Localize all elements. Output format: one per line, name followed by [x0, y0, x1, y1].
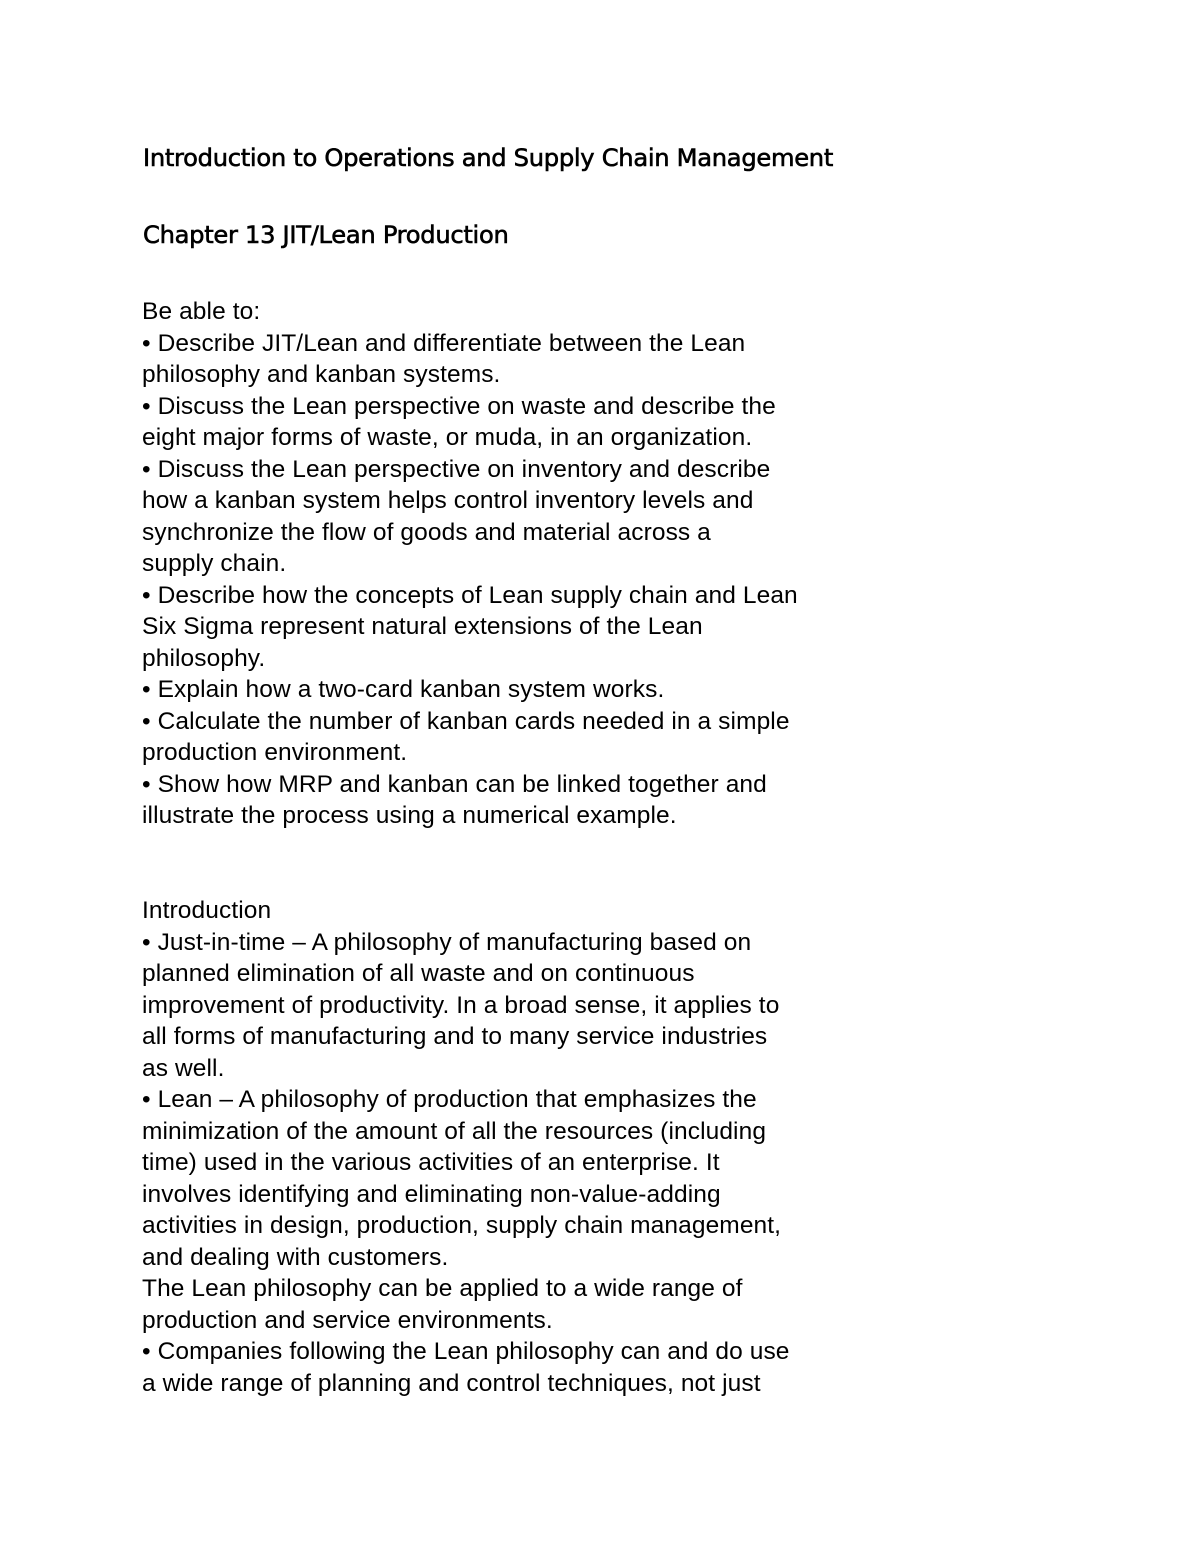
- introduction-line: improvement of productivity. In a broad sense, it applies to: [142, 991, 780, 1019]
- introduction-line: involves identifying and eliminating non-value-adding: [142, 1180, 721, 1208]
- introduction-line: and dealing with customers.: [142, 1243, 449, 1271]
- objectives-line: how a kanban system helps control inventory levels and: [142, 487, 754, 514]
- introduction-line: production and service environments.: [142, 1306, 553, 1334]
- introduction-line: as well.: [142, 1054, 225, 1082]
- introduction-line: • Companies following the Lean philosophy can and do use: [142, 1338, 790, 1365]
- objectives-heading: Be able to:: [142, 298, 261, 325]
- objectives-line: • Describe how the concepts of Lean supply chain and Lean: [142, 581, 798, 609]
- objectives-line: • Discuss the Lean perspective on inventory and describe: [142, 455, 771, 483]
- introduction-line: • Just-in-time – A philosophy of manufacturing based on: [142, 928, 752, 956]
- document-title: Introduction to Operations and Supply Chain Management: [143, 144, 834, 172]
- objectives-line: illustrate the process using a numerical example.: [142, 802, 677, 829]
- introduction-line: • Lean – A philosophy of production that emphasizes the: [142, 1086, 757, 1113]
- introduction-line: time) used in the various activities of an enterprise. It: [142, 1149, 720, 1176]
- introduction-line: The Lean philosophy can be applied to a wide range of: [142, 1275, 743, 1302]
- introduction-line: all forms of manufacturing and to many service industries: [142, 1023, 768, 1050]
- introduction-section: [142, 895, 1142, 1399]
- objectives-line: philosophy.: [142, 644, 266, 672]
- introduction-line: activities in design, production, supply chain management,: [142, 1212, 782, 1239]
- objectives-line: synchronize the flow of goods and material across a: [142, 518, 711, 546]
- objectives-line: • Discuss the Lean perspective on waste and describe the: [142, 392, 776, 420]
- introduction-line: planned elimination of all waste and on continuous: [142, 960, 695, 987]
- learning-objectives-section: [142, 296, 1142, 832]
- objectives-line: • Describe JIT/Lean and differentiate between the Lean: [142, 329, 746, 357]
- objectives-line: • Calculate the number of kanban cards needed in a simple: [142, 707, 790, 735]
- objectives-line: • Show how MRP and kanban can be linked together and: [142, 770, 767, 798]
- introduction-heading: Introduction: [142, 897, 272, 924]
- objectives-line: eight major forms of waste, or muda, in an organization.: [142, 424, 753, 451]
- introduction-line: a wide range of planning and control techniques, not just: [142, 1369, 761, 1397]
- objectives-line: • Explain how a two-card kanban system works.: [142, 676, 665, 703]
- introduction-line: minimization of the amount of all the resources (including: [142, 1117, 767, 1145]
- objectives-line: supply chain.: [142, 550, 287, 577]
- chapter-title: Chapter 13 JIT/Lean Production: [143, 221, 509, 249]
- objectives-line: philosophy and kanban systems.: [142, 361, 501, 388]
- objectives-line: Six Sigma represent natural extensions of the Lean: [142, 613, 703, 640]
- objectives-line: production environment.: [142, 739, 408, 766]
